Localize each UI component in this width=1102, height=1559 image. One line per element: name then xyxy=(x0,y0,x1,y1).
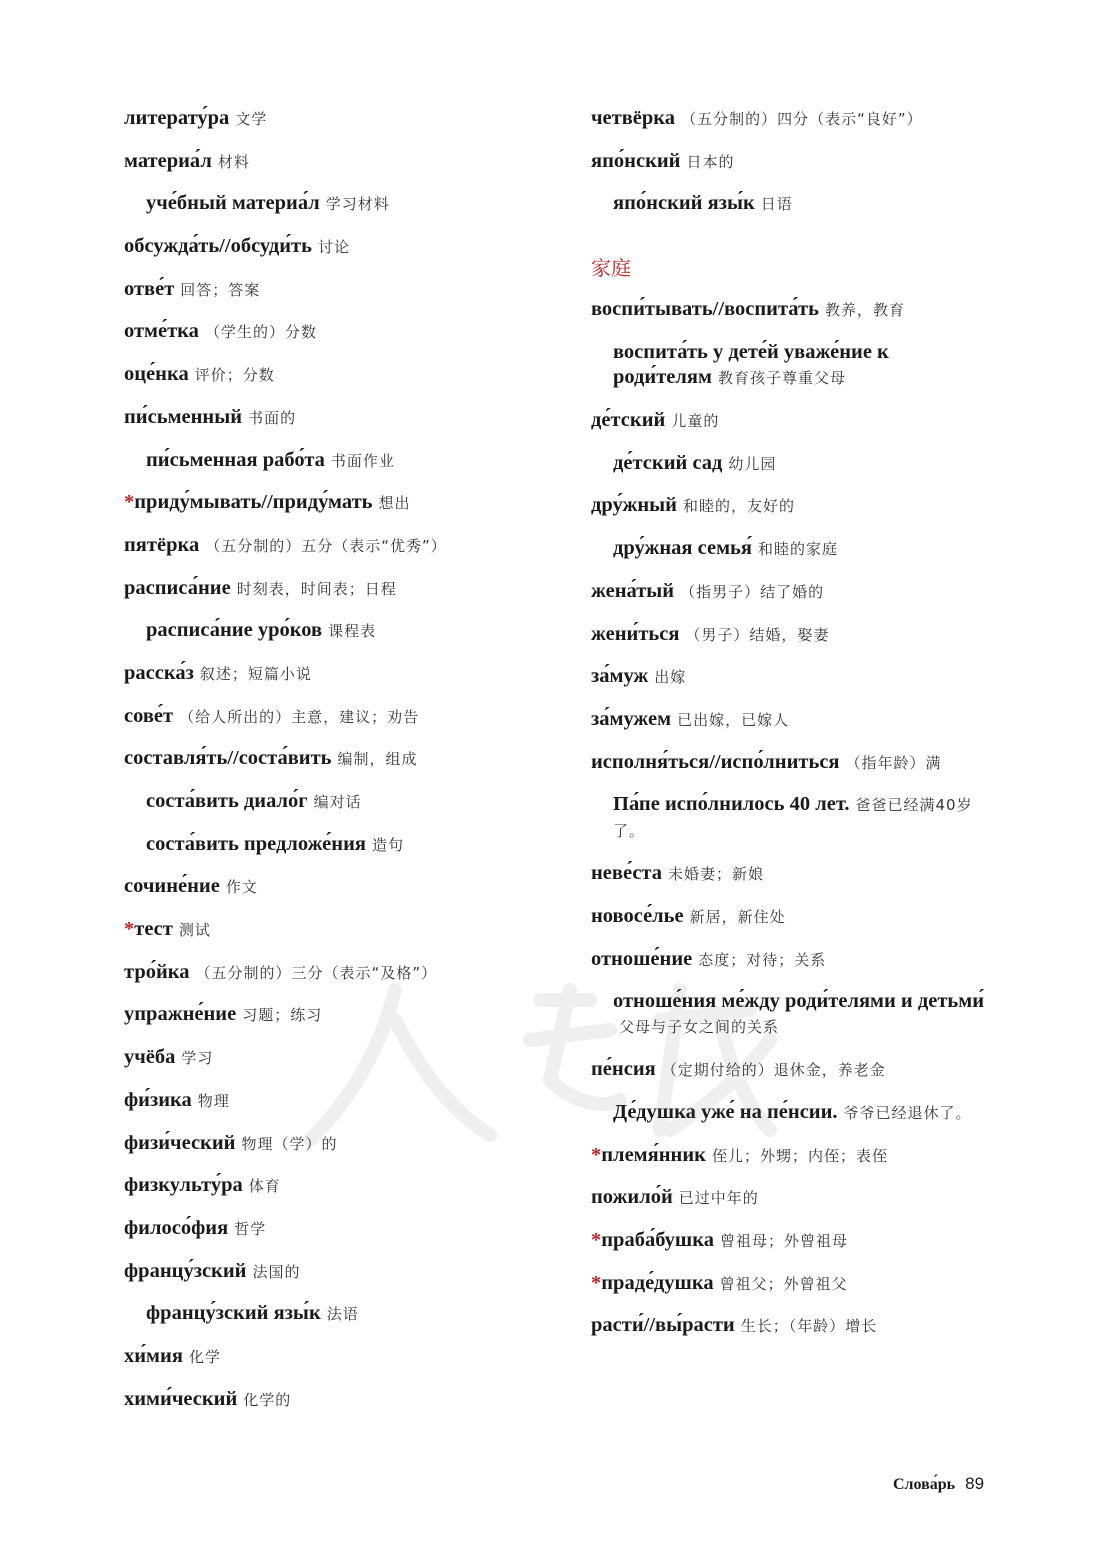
term: фи́зика xyxy=(124,1088,192,1111)
entry xyxy=(124,362,564,388)
gloss: 爷爷已经退休了。 xyxy=(843,1104,972,1122)
gloss: （给人所出的）主意，建议；劝告 xyxy=(179,707,420,726)
gloss: 课程表 xyxy=(328,622,377,641)
term: оце́нка xyxy=(124,363,189,386)
term: сочине́ние xyxy=(124,875,220,898)
entry xyxy=(124,533,564,559)
term: отноше́ние xyxy=(591,947,693,970)
entry xyxy=(124,704,564,730)
entry xyxy=(591,1313,991,1339)
term: приду́мывать//приду́мать xyxy=(134,491,373,514)
term: жена́тый xyxy=(591,579,675,602)
term: литерату́ра xyxy=(124,107,230,129)
term: воспита́ть у дете́й уваже́ние к роди́телям xyxy=(613,341,889,389)
example-entry xyxy=(124,1301,564,1327)
gloss: 儿童的 xyxy=(671,412,720,431)
example-entry xyxy=(124,448,564,474)
term: Де́душка уже́ на пе́нсии. xyxy=(613,1101,838,1123)
gloss: 化学 xyxy=(188,1347,221,1366)
gloss: 学习 xyxy=(181,1049,214,1068)
example-entry xyxy=(591,536,991,562)
term: жени́ться xyxy=(591,622,680,645)
publisher-watermark xyxy=(300,960,780,1150)
entry xyxy=(591,106,991,132)
gloss: 造句 xyxy=(372,835,405,854)
term: новосе́лье xyxy=(591,904,684,927)
gloss: 曾祖母；外曾祖母 xyxy=(720,1232,849,1251)
entry xyxy=(124,149,564,175)
left-column xyxy=(124,106,564,1429)
asterisk-mark: * xyxy=(591,1229,602,1252)
term: исполня́ться//испо́лниться xyxy=(591,750,840,773)
gloss: （五分制的）三分（表示“及格”） xyxy=(195,963,438,982)
term: расти́//вы́расти xyxy=(591,1314,735,1337)
term: расска́з xyxy=(124,661,194,684)
gloss: 已过中年的 xyxy=(678,1189,759,1208)
gloss: 法语 xyxy=(326,1305,359,1324)
gloss: 时刻表，时间表；日程 xyxy=(236,579,397,598)
gloss: 书面作业 xyxy=(330,451,395,470)
entry xyxy=(591,904,991,930)
gloss: 文学 xyxy=(235,110,268,128)
entry xyxy=(591,297,991,323)
right-column xyxy=(591,106,991,1356)
term: францу́зский xyxy=(124,1259,247,1282)
gloss: 习题；练习 xyxy=(242,1006,323,1025)
term: праба́бушка xyxy=(601,1229,714,1252)
gloss: 材料 xyxy=(217,152,250,171)
term: учёба xyxy=(124,1046,176,1069)
gloss: 曾祖父；外曾祖父 xyxy=(719,1274,848,1293)
example-entry xyxy=(591,340,991,391)
gloss: 书面的 xyxy=(248,408,297,427)
term: дру́жный xyxy=(591,494,677,517)
term: пожило́й xyxy=(591,1186,673,1209)
gloss: 哲学 xyxy=(234,1219,267,1238)
term: соста́вить предложе́ния xyxy=(146,832,366,855)
gloss: 和睦的，友好的 xyxy=(682,497,795,516)
term: хи́мия xyxy=(124,1344,183,1367)
gloss: 物理 xyxy=(197,1091,230,1110)
entry xyxy=(124,405,564,431)
gloss: 化学的 xyxy=(243,1390,292,1409)
gloss: 侄儿；外甥；内侄；表侄 xyxy=(711,1146,888,1165)
page-footer xyxy=(893,1474,984,1494)
term: пятёрка xyxy=(124,533,200,556)
example-entry xyxy=(124,191,564,217)
term: филосо́фия xyxy=(124,1216,229,1239)
example-entry xyxy=(591,451,991,477)
entry xyxy=(591,408,991,434)
gloss: 想出 xyxy=(378,494,411,513)
term: соста́вить диало́г xyxy=(146,790,308,812)
term: пе́нсия xyxy=(591,1058,656,1081)
entry xyxy=(591,861,991,887)
term: пи́сьменный xyxy=(124,405,243,428)
entry xyxy=(591,750,991,776)
footer-title: Слова́рь xyxy=(893,1476,956,1493)
gloss: 体育 xyxy=(248,1177,281,1196)
entry xyxy=(124,1387,564,1413)
entry xyxy=(124,106,564,132)
gloss: 作文 xyxy=(225,878,258,897)
term: де́тский сад xyxy=(613,451,723,474)
example-entry xyxy=(124,789,564,815)
gloss: 日本的 xyxy=(686,152,735,171)
gloss: 叙述；短篇小说 xyxy=(199,664,312,683)
entry xyxy=(124,319,564,345)
gloss: 回答；答案 xyxy=(180,280,261,299)
asterisk-mark: * xyxy=(591,1271,602,1294)
entry xyxy=(124,1344,564,1370)
entry xyxy=(124,1216,564,1242)
term: де́тский xyxy=(591,409,666,432)
term: отноше́ния ме́жду роди́телями и детьми́ xyxy=(613,990,985,1013)
term: неве́ста xyxy=(591,862,662,885)
entry xyxy=(124,1173,564,1199)
gloss: 编制，组成 xyxy=(337,750,418,769)
entry xyxy=(591,707,991,733)
term: япо́нский язы́к xyxy=(613,192,755,215)
entry xyxy=(124,234,564,260)
term: четвёрка xyxy=(591,107,676,129)
gloss: （男子）结婚，娶妻 xyxy=(685,625,830,644)
entry xyxy=(124,490,564,516)
section-heading: 家庭 xyxy=(591,256,631,281)
gloss: 父母与子女之间的关系 xyxy=(619,1018,780,1037)
entry xyxy=(591,493,991,519)
gloss: 生长；（年龄）增长 xyxy=(740,1317,878,1336)
entry xyxy=(124,917,564,943)
page-number: 89 xyxy=(965,1474,985,1493)
example-entry xyxy=(124,618,564,644)
gloss: 态度；对待；关系 xyxy=(698,950,827,969)
gloss: （五分制的）四分（表示“良好”） xyxy=(681,110,923,128)
asterisk-mark: * xyxy=(124,918,135,941)
term: за́мужем xyxy=(591,707,672,730)
term: дру́жная семья́ xyxy=(613,537,752,560)
term: составля́ть//соста́вить xyxy=(124,747,332,770)
gloss: （指男子）结了婚的 xyxy=(680,582,825,601)
entry xyxy=(591,579,991,605)
gloss: 学习材料 xyxy=(325,195,390,214)
gloss: 幼儿园 xyxy=(728,454,777,473)
term: Па́пе испо́лнилось 40 лет. xyxy=(613,793,850,816)
example-entry xyxy=(124,832,564,858)
term: физи́ческий xyxy=(124,1131,236,1154)
term: тро́йка xyxy=(124,960,190,983)
gloss: 教育孩子尊重父母 xyxy=(717,369,846,388)
entry xyxy=(124,874,564,900)
term: воспи́тывать//воспита́ть xyxy=(591,298,819,321)
entry xyxy=(591,664,991,690)
term: сове́т xyxy=(124,704,174,727)
term: обсужда́ть//обсуди́ть xyxy=(124,235,312,258)
gloss: 已出嫁，已嫁人 xyxy=(677,710,790,729)
term: расписа́ние xyxy=(124,576,231,599)
term: за́муж xyxy=(591,665,649,688)
gloss: 讨论 xyxy=(317,238,350,257)
gloss: 编对话 xyxy=(313,793,362,811)
gloss: 日语 xyxy=(760,195,793,214)
gloss: （五分制的）五分（表示“优秀”） xyxy=(205,536,447,555)
entry xyxy=(124,277,564,303)
term: тест xyxy=(134,918,173,941)
term: хими́ческий xyxy=(124,1387,238,1410)
entry xyxy=(591,622,991,648)
term: отме́тка xyxy=(124,320,199,343)
entry xyxy=(591,149,991,175)
gloss: 爸爸已经满40岁了。 xyxy=(613,796,973,841)
term: францу́зский язы́к xyxy=(146,1302,321,1325)
gloss: 新居，新住处 xyxy=(689,907,786,926)
term: племя́нник xyxy=(601,1143,706,1166)
gloss: 物理（学）的 xyxy=(241,1134,338,1153)
gloss: 出嫁 xyxy=(654,668,687,687)
term: физкульту́ра xyxy=(124,1174,243,1197)
term: уче́бный материа́л xyxy=(146,192,320,215)
asterisk-mark: * xyxy=(124,491,135,514)
entry xyxy=(124,661,564,687)
entry xyxy=(591,1185,991,1211)
term: материа́л xyxy=(124,149,212,172)
entry xyxy=(124,1259,564,1285)
term: праде́душка xyxy=(601,1271,714,1294)
term: япо́нский xyxy=(591,149,681,172)
gloss: 评价；分数 xyxy=(194,366,275,385)
gloss: 法国的 xyxy=(252,1262,301,1281)
gloss: 教养，教育 xyxy=(824,301,905,320)
gloss: （学生的）分数 xyxy=(204,323,317,342)
term: отве́т xyxy=(124,277,175,300)
entry xyxy=(124,746,564,772)
entry xyxy=(591,1271,991,1297)
gloss: 测试 xyxy=(178,921,211,940)
example-entry xyxy=(591,792,991,844)
asterisk-mark: * xyxy=(591,1143,602,1166)
term: упражне́ние xyxy=(124,1003,237,1026)
gloss: （指年龄）满 xyxy=(845,753,942,772)
term: расписа́ние уро́ков xyxy=(146,619,323,642)
gloss: （定期付给的）退休金，养老金 xyxy=(661,1061,886,1080)
example-entry xyxy=(591,191,991,217)
entry xyxy=(591,1228,991,1254)
gloss: 和睦的家庭 xyxy=(757,540,838,559)
gloss: 未婚妻；新娘 xyxy=(668,865,765,884)
entry xyxy=(124,576,564,602)
term: пи́сьменная рабо́та xyxy=(146,448,325,471)
